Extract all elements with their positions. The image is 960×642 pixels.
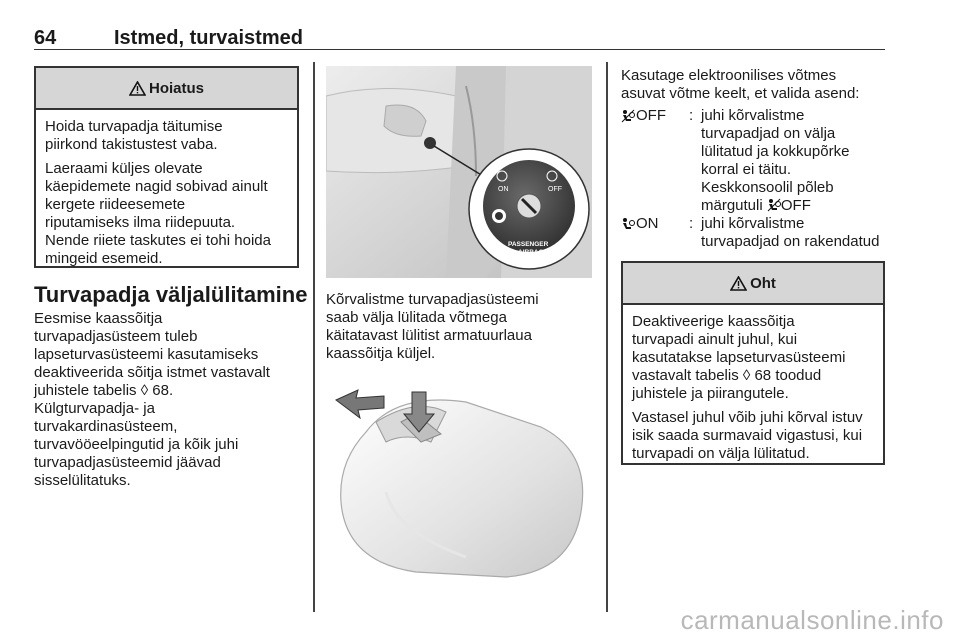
danger-box-header: [623, 263, 883, 305]
airbag-switch-figure: [326, 66, 592, 278]
switch-on-label: ON: [498, 186, 509, 193]
definition-desc-off: [701, 107, 891, 215]
figure-caption: Kõrvalistme turvapadjasüsteemi saab välja lülitada võtmega käitatavast lülitist armatuurlaua kaassõitja küljel.: [326, 291, 539, 362]
danger-paragraph: Vastasel juhul võib juhi kõrval istuv isik saada surmavaid vigastusi, kui turvapadi on välja lülitatud.: [632, 409, 863, 462]
switch-caption-line1: PASSENGER: [508, 241, 549, 248]
definition-desc-text: juhi kõrvalistme turvapadjad on välja lülitatud ja kokkupõrke korral ei täitu. Keskkonsoolil põleb märgutuli: [701, 107, 850, 214]
electronic-key-figure: [326, 372, 592, 582]
airbag-off-icon: [767, 198, 781, 212]
definition-off: [621, 107, 891, 215]
definition-on: [621, 215, 891, 251]
definition-list: [621, 107, 891, 251]
warning-box: [34, 66, 299, 268]
definition-term-off: OFF: [636, 107, 666, 124]
watermark: carmanualsonline.info: [680, 605, 944, 635]
airbag-off-icon: [621, 109, 635, 123]
deactivation-body: Eesmise kaassõitja turvapadjasüsteem tuleb lapseturvasüsteemi kasutamiseks deaktiveerida sõitja istmet vastavalt juhistele tabelis ◊ 68. Külgturvapadja- ja turvakardinasüsteem, turvavööeelpingutid ja kõik juhi turvapadjasüsteemid jäävad sisselülitatuks.: [34, 310, 270, 489]
warning-box-header: [36, 68, 297, 110]
deactivation-heading: Turvapadja väljalülitamine: [34, 282, 308, 307]
definition-desc-on: juhi kõrvalistme turvapadjad on rakendatud: [701, 215, 880, 250]
page-number: 64: [34, 27, 57, 49]
danger-paragraph: Deaktiveerige kaassõitja turvapadi ainult juhul, kui kasutatakse lapseturvasüsteemi vastavalt tabelis ◊ 68 toodud juhistele ja piirangutele.: [632, 313, 846, 402]
switch-caption-line2: AIRBAG: [518, 249, 544, 256]
definition-colon: :: [689, 215, 694, 232]
key-illustration: [326, 372, 592, 582]
definition-desc-suffix: OFF: [780, 197, 811, 214]
warning-paragraph: Laeraami küljes olevate käepidemete nagid sobivad ainult kergete riideesemete riputamiseks ilma riidepuuta. Nende riiete taskutes ei tohi hoida mingeid esemeid.: [45, 160, 271, 267]
danger-box: [621, 261, 885, 465]
column-divider-left: [313, 62, 315, 612]
definition-colon: :: [689, 107, 694, 124]
definition-term-on: ON: [636, 215, 659, 232]
warning-box-title: Hoiatus: [148, 79, 204, 97]
danger-box-title: Oht: [750, 274, 776, 292]
page-header: [34, 24, 885, 50]
dashboard-illustration: [326, 66, 592, 278]
airbag-on-icon: [621, 217, 635, 231]
section-title: Istmed, turvaistmed: [114, 27, 303, 49]
switch-off-label: OFF: [548, 186, 562, 193]
column-divider-right: [606, 62, 608, 612]
warning-triangle-icon: [129, 81, 146, 96]
right-intro: Kasutage elektroonilises võtmes asuvat võtme keelt, et valida asend:: [621, 67, 860, 102]
warning-paragraph: Hoida turvapadja täitumise piirkond takistustest vaba.: [45, 118, 223, 153]
warning-triangle-icon: [730, 276, 747, 291]
